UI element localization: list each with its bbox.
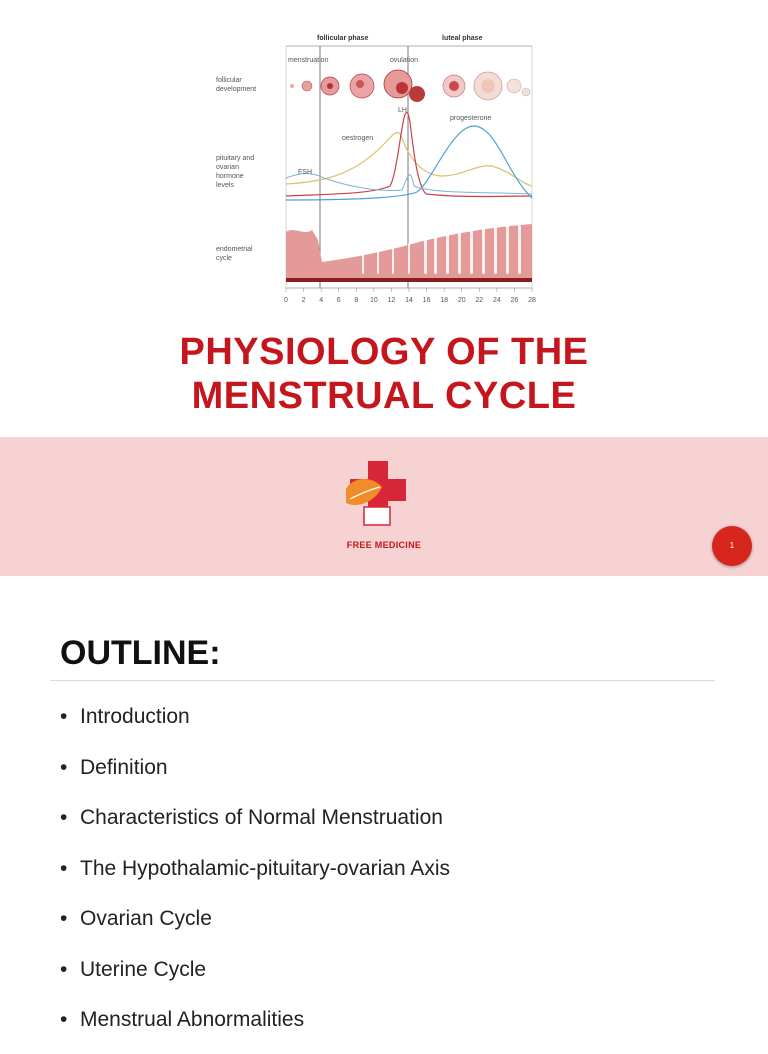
day-tick-label: 10 xyxy=(369,297,378,304)
menstrual-cycle-diagram xyxy=(212,26,542,312)
hormone-curves xyxy=(286,112,532,200)
bullet: • xyxy=(60,755,68,779)
row-label-hormones-2: ovarian xyxy=(216,164,239,171)
phase-label-follicular: follicular phase xyxy=(317,35,369,42)
row-label-hormones-3: hormone xyxy=(216,173,244,180)
fsh-label: FSH xyxy=(298,169,312,176)
row-label-follicular-2: development xyxy=(216,86,257,93)
progesterone-curve xyxy=(286,126,532,200)
event-label-ovulation: ovulation xyxy=(390,57,419,64)
day-tick-label: 2 xyxy=(301,297,306,304)
event-label-menstruation: menstruation xyxy=(288,57,329,64)
slide-title-line-1: PHYSIOLOGY OF THE xyxy=(179,331,589,373)
list-item-text: Menstrual Abnormalities xyxy=(80,1008,305,1031)
day-tick-label: 28 xyxy=(528,297,536,304)
row-label-hormones-1: pituitary and xyxy=(216,155,255,162)
endometrium-layer xyxy=(286,224,532,282)
bullet: • xyxy=(60,705,68,728)
list-item-text: Introduction xyxy=(80,705,190,728)
list-item-text: The Hypothalamic-pituitary-ovarian Axis xyxy=(80,856,450,880)
day-tick-label: 26 xyxy=(510,297,519,304)
day-tick-label: 0 xyxy=(284,297,288,304)
bullet: • xyxy=(60,1008,68,1031)
row-label-endometrial-2: cycle xyxy=(216,255,232,262)
outline-title: OUTLINE: xyxy=(60,634,221,672)
day-axis xyxy=(284,288,536,304)
logo-text: FREE MEDICINE xyxy=(346,540,422,550)
cycle-diagram-svg xyxy=(212,26,542,312)
bullet: • xyxy=(60,806,68,829)
list-item-text: Uterine Cycle xyxy=(80,957,207,981)
day-tick-label: 18 xyxy=(440,297,449,304)
day-tick-label: 6 xyxy=(336,297,341,304)
bullet: • xyxy=(60,957,68,981)
day-tick-label: 12 xyxy=(387,297,396,304)
list-item xyxy=(60,902,450,953)
list-item-text: Definition xyxy=(80,755,168,779)
list-item xyxy=(60,801,450,852)
bullet: • xyxy=(60,856,68,880)
list-item xyxy=(60,700,450,751)
row-label-follicular-1: follicular xyxy=(216,77,242,84)
title-divider xyxy=(50,680,715,681)
day-tick-label: 8 xyxy=(354,297,359,304)
day-tick-label: 16 xyxy=(422,297,431,304)
list-item xyxy=(60,1003,450,1054)
phase-label-luteal: luteal phase xyxy=(442,35,483,42)
logo-band xyxy=(0,437,768,576)
page-number-badge: 1 xyxy=(712,526,752,566)
slide-title-line-2: MENSTRUAL CYCLE xyxy=(191,375,577,417)
oestrogen-label: oestrogen xyxy=(342,135,374,142)
row-label-hormones-4: levels xyxy=(216,182,234,189)
slide-title xyxy=(0,330,768,418)
list-item xyxy=(60,751,450,802)
row-label-endometrial-1: endometrial xyxy=(216,246,253,253)
medical-cross-leaf-icon xyxy=(342,459,424,529)
bullet: • xyxy=(60,907,68,930)
day-tick-label: 24 xyxy=(492,297,501,304)
day-tick-label: 20 xyxy=(457,297,466,304)
day-tick-label: 4 xyxy=(319,297,324,304)
fsh-curve xyxy=(286,174,532,195)
progesterone-label: progesterone xyxy=(450,115,492,122)
list-item xyxy=(60,852,450,903)
list-item-text: Ovarian Cycle xyxy=(80,907,212,930)
follicle-row xyxy=(290,70,530,102)
list-item xyxy=(60,953,450,1004)
list-item-text: Characteristics of Normal Menstruation xyxy=(80,806,443,829)
outline-slide xyxy=(0,576,768,1031)
day-tick-label: 22 xyxy=(475,297,484,304)
lh-label: LH xyxy=(398,107,407,114)
outline-list xyxy=(60,700,450,1054)
day-tick-label: 14 xyxy=(405,297,413,304)
